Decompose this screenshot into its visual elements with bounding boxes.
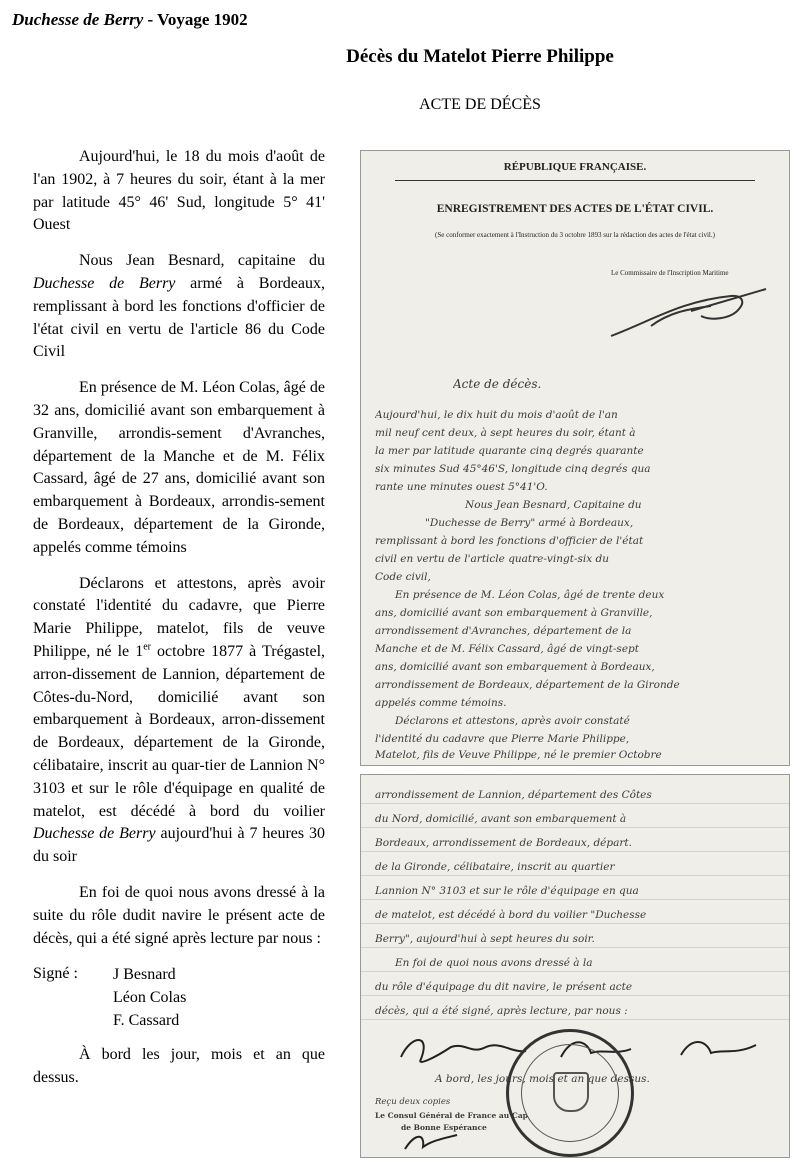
scan-line: Berry", aujourd'hui à sept heures du soir. bbox=[375, 933, 595, 945]
scan-line: Matelot, fils de Veuve Philippe, né le premier Octobre bbox=[375, 749, 662, 761]
scan-line: Bordeaux, arrondissement de Bordeaux, départ. bbox=[375, 837, 632, 849]
scan-line: décès, qui a été signé, après lecture, par nous : bbox=[375, 1005, 628, 1017]
scan-line: Nous Jean Besnard, Capitaine du bbox=[465, 499, 642, 511]
scan-line: de la Gironde, célibataire, inscrit au quartier bbox=[375, 861, 615, 873]
ruled-line bbox=[361, 827, 789, 828]
scan-line: Code civil, bbox=[375, 571, 431, 583]
stamp-emblem-icon bbox=[553, 1072, 589, 1112]
paragraph-date: Aujourd'hui, le 18 du mois d'août de l'an 1902, à 7 heures du soir, étant à la mer par latitude 45° 46' Sud, longitude 5° 41' Ouest bbox=[33, 148, 325, 234]
paragraph-captain bbox=[33, 250, 325, 364]
scan-line: rante une minutes ouest 5°41'O. bbox=[375, 481, 548, 493]
ruled-line bbox=[361, 899, 789, 900]
scan-line: "Duchesse de Berry" armé à Bordeaux, bbox=[425, 517, 634, 529]
paragraph-captain-ship: Duchesse de Berry bbox=[33, 274, 176, 292]
signature-name: Léon Colas bbox=[113, 989, 187, 1007]
consul-signature-icon bbox=[401, 1131, 461, 1155]
paragraph-witnesses: En présence de M. Léon Colas, âgé de 32 ans, domicilié avant son embarquement à Granville, arrondis-sement d'Avranches, département de la Manche et de M. Félix Cassard, âgé de 27 ans, domicilié avant son embarquement à Bordeaux, arrondis-sement de Bordeaux, département de la Gironde, appelés comme témoins bbox=[33, 379, 325, 556]
ruled-line bbox=[361, 923, 789, 924]
scan-line: Déclarons et attestons, après avoir constaté bbox=[395, 715, 630, 727]
scan-line: six minutes Sud 45°46'S, longitude cinq degrés qua bbox=[375, 463, 651, 475]
transcription-column bbox=[33, 146, 325, 1103]
scan-line: du rôle d'équipage du dit navire, le présent acte bbox=[375, 981, 633, 993]
scan-line: appelés comme témoins. bbox=[375, 697, 507, 709]
document-header bbox=[12, 10, 248, 30]
ruled-line bbox=[361, 875, 789, 876]
scan-line: ans, domicilié avant son embarquement à Bordeaux, bbox=[375, 661, 655, 673]
paragraph-declaration-text-c: aujourd'hui à 7 heures 30 du soir bbox=[33, 825, 326, 866]
header-voyage: - Voyage 1902 bbox=[143, 10, 248, 29]
scan-line: arrondissement de Bordeaux, département de la Gironde bbox=[375, 679, 680, 691]
consulate-stamp-icon bbox=[506, 1029, 634, 1157]
ruled-line bbox=[361, 851, 789, 852]
scan-line: remplissant à bord les fonctions d'officier de l'état bbox=[375, 535, 644, 547]
scan-commissaire: Le Commissaire de l'Inscription Maritime bbox=[611, 269, 729, 277]
scanned-document-page-2 bbox=[360, 774, 790, 1158]
scan-line: En présence de M. Léon Colas, âgé de trente deux bbox=[395, 589, 665, 601]
scan-acte-title: Acte de décès. bbox=[453, 377, 542, 391]
ruled-line bbox=[361, 803, 789, 804]
signature-label: Signé : bbox=[33, 965, 78, 983]
ruled-line bbox=[361, 947, 789, 948]
scan-line: En foi de quoi nous avons dressé à la bbox=[395, 957, 593, 969]
scan-line: Lannion N° 3103 et sur le rôle d'équipage en qua bbox=[375, 885, 639, 897]
scan-line: arrondissement de Lannion, département des Côtes bbox=[375, 789, 652, 801]
scan-line: arrondissement d'Avranches, département de la bbox=[375, 625, 632, 637]
signature-block bbox=[33, 963, 325, 1032]
paragraph-attestation: En foi de quoi nous avons dressé à la suite du rôle dudit navire le présent acte de décès, qui a été signé après lecture par nous : bbox=[33, 883, 325, 947]
scanned-document-page-1 bbox=[360, 150, 790, 766]
scan-closing-line: A bord, les jours, mois et an que dessus. bbox=[435, 1073, 650, 1085]
header-ship-name: Duchesse de Berry bbox=[12, 10, 144, 29]
paragraph-declaration-text-b: octobre 1877 à Trégastel, arron-dissement de Lannion, département de Côtes-du-Nord, domicilié avant son embarquement à Bordeaux, arron-dissement de Bordeaux, département de la Gironde, célibataire, inscrit au quar-tier de Lannion N° 3103 et sur le rôle d'équipage en qualité de matelot, est décédé à bord du voilier bbox=[33, 642, 326, 820]
paragraph-declaration-sup: er bbox=[143, 641, 151, 653]
paragraph-captain-text-b: armé à Bordeaux, remplissant à bord les fonctions d'officier de l'état civil en vertu de l'article 86 du Code Civil bbox=[33, 274, 326, 361]
scan-divider bbox=[395, 180, 755, 181]
scan-instruction: (Se conformer exactement à l'Instruction du 3 octobre 1893 sur la rédaction des actes de l'état civil.) bbox=[435, 231, 715, 239]
paragraph-captain-text-a: Nous Jean Besnard, capitaine du bbox=[79, 252, 325, 270]
page-title: Décès du Matelot Pierre Philippe bbox=[346, 46, 614, 67]
page-subtitle: ACTE DE DÉCÈS bbox=[419, 96, 541, 113]
scan-consul: Le Consul Général de France au Cap bbox=[375, 1111, 528, 1120]
scan-line: ans, domicilié avant son embarquement à Granville, bbox=[375, 607, 653, 619]
scan-line: de matelot, est décédé à bord du voilier "Duchesse bbox=[375, 909, 647, 921]
ruled-line bbox=[361, 995, 789, 996]
scan-line: Aujourd'hui, le dix huit du mois d'août de l'an bbox=[375, 409, 618, 421]
scan-line: la mer par latitude quarante cinq degrés quarante bbox=[375, 445, 644, 457]
signature-name: J Besnard bbox=[113, 966, 176, 984]
paragraph-closing: À bord les jour, mois et an que dessus. bbox=[33, 1046, 325, 1087]
scan-bonne-esperance: de Bonne Espérance bbox=[401, 1123, 487, 1132]
signature-names bbox=[113, 963, 186, 1032]
scan-registry-heading: ENREGISTREMENT DES ACTES DE L'ÉTAT CIVIL. bbox=[436, 203, 714, 215]
scan-republic-heading: RÉPUBLIQUE FRANÇAISE. bbox=[503, 161, 647, 173]
scan-line: du Nord, domicilié, avant son embarquement à bbox=[375, 813, 627, 825]
ruled-line bbox=[361, 971, 789, 972]
paragraph-declaration bbox=[33, 573, 325, 869]
ruled-line bbox=[361, 1019, 789, 1020]
scan-line: civil en vertu de l'article quatre-vingt-six du bbox=[375, 553, 609, 565]
scan-line: Manche et de M. Félix Cassard, âgé de vingt-sept bbox=[375, 643, 639, 655]
scan-line: mil neuf cent deux, à sept heures du soir, étant à bbox=[375, 427, 636, 439]
signature-name: F. Cassard bbox=[113, 1012, 180, 1030]
paragraph-declaration-text-a: Déclarons et attestons, après avoir constaté l'identité du cadavre, que Pierre Marie Philippe, matelot, fils de veuve Philippe, né le 1 bbox=[33, 574, 325, 660]
commissaire-signature-icon bbox=[591, 281, 771, 351]
scan-recu: Reçu deux copies bbox=[375, 1097, 451, 1107]
paragraph-declaration-ship: Duchesse de Berry bbox=[33, 825, 156, 843]
scan-line: l'identité du cadavre que Pierre Marie Philippe, bbox=[375, 733, 630, 745]
